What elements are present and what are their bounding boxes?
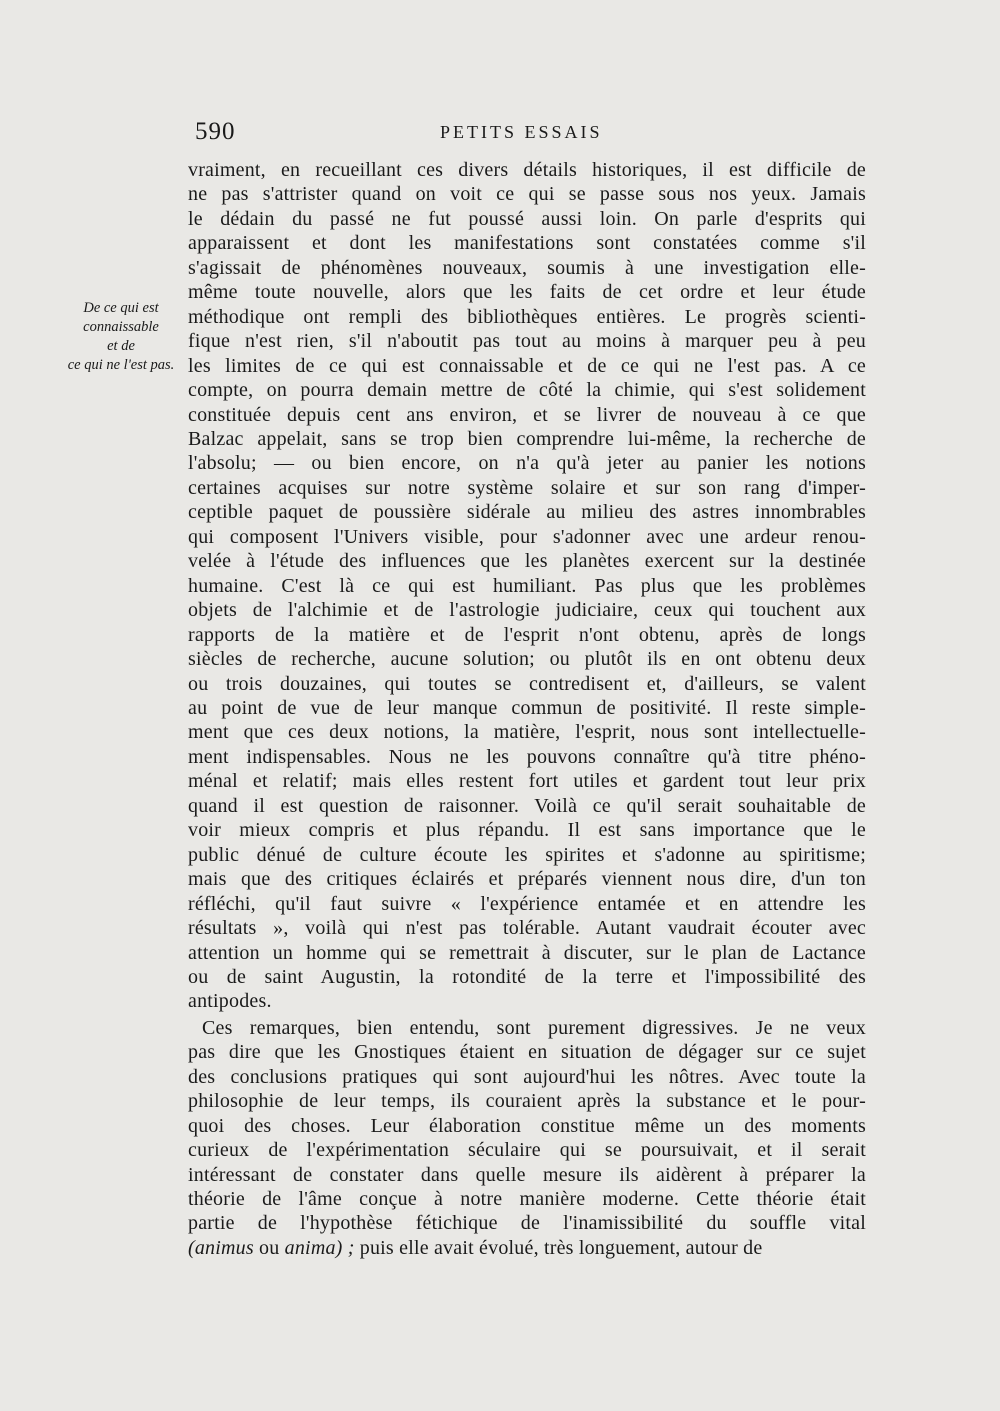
margin-note xyxy=(56,299,186,375)
text-line: ne pas s'attrister quand on voit ce qui se passe sous nos yeux. Jamais xyxy=(188,183,866,206)
text-line: ment indispensables. Nous ne les pouvons connaître qu'à titre phéno- xyxy=(188,745,866,768)
text-line: qui composent l'Univers visible, pour s'adonner avec une ardeur renou- xyxy=(188,525,866,548)
text-line: le dédain du passé ne fut poussé aussi loin. On parle d'esprits qui xyxy=(188,207,866,230)
text-line: quand il est question de raisonner. Voilà ce qu'il serait souhaitable de xyxy=(188,794,866,817)
text-line: au point de vue de leur manque commun de positivité. Il reste simple- xyxy=(188,696,866,719)
margin-note-line: connaissable xyxy=(83,319,159,335)
text-line: des conclusions pratiques qui sont aujourd'hui les nôtres. Avec toute la xyxy=(188,1065,866,1088)
text-line: constituée depuis cent ans environ, et se livrer de nouveau à ce que xyxy=(188,403,866,426)
text-line: mais que des critiques éclairés et préparés viennent nous dire, d'un ton xyxy=(188,868,866,891)
text-line: Ces remarques, bien entendu, sont purement digressives. Je ne veux xyxy=(202,1016,866,1039)
text-line: antipodes. xyxy=(188,990,272,1013)
italic-term: (animus xyxy=(188,1236,254,1259)
text-line: ménal et relatif; mais elles restent fort utiles et gardent tout leur prix xyxy=(188,770,866,793)
text-fragment: ou xyxy=(253,1236,285,1259)
page-number: 590 xyxy=(195,118,236,145)
text-line: humaine. C'est là ce qui est humiliant. Pas plus que les problèmes xyxy=(188,574,866,597)
text-fragment: puis elle avait évolué, très longuement, autour de xyxy=(354,1236,763,1259)
text-line: même toute nouvelle, alors que les faits de cet ordre et leur étude xyxy=(188,281,866,304)
text-line: théorie de l'âme conçue à notre manière moderne. Cette théorie était xyxy=(188,1188,866,1211)
italic-term: anima) ; xyxy=(284,1236,355,1259)
text-line: public dénué de culture écoute les spirites et s'adonne au spiritisme; xyxy=(188,843,866,866)
text-line: ceptible paquet de poussière sidérale au milieu des astres innombrables xyxy=(188,501,866,524)
text-line: rapports de la matière et de l'esprit n'ont obtenu, après de longs xyxy=(188,623,866,646)
text-line: philosophie de leur temps, ils couraient après la substance et le pour- xyxy=(188,1090,866,1113)
text-line: pas dire que les Gnostiques étaient en situation de dégager sur ce sujet xyxy=(188,1041,866,1064)
text-line: ment que ces deux notions, la matière, l'esprit, nous sont intellectuelle- xyxy=(188,721,866,744)
text-line: compte, on pourra demain mettre de côté la chimie, qui s'est solidement xyxy=(188,379,866,402)
text-line: ou trois douzaines, qui toutes se contredisent et, d'ailleurs, se valent xyxy=(188,672,866,695)
text-line: fique n'est rien, s'il n'aboutit pas tout au moins à marquer peu à peu xyxy=(188,330,866,353)
text-line: résultats », voilà qui n'est pas tolérable. Autant vaudrait écouter avec xyxy=(188,917,866,940)
text-line: intéressant de constater dans quelle mesure ils aidèrent à préparer la xyxy=(188,1163,866,1186)
text-line: apparaissent et dont les manifestations sont constatées comme s'il xyxy=(188,232,866,255)
text-line: l'absolu; — ou bien encore, on n'a qu'à jeter au panier les notions xyxy=(188,452,866,475)
margin-note-line: et de xyxy=(107,338,135,354)
text-line: partie de l'hypothèse fétichique de l'inamissibilité du souffle vital xyxy=(188,1212,866,1235)
text-line: s'agissait de phénomènes nouveaux, soumis à une investigation elle- xyxy=(188,256,866,279)
margin-note-line: ce qui ne l'est pas. xyxy=(67,357,175,373)
text-line: quoi des choses. Leur élaboration constitue même un des moments xyxy=(188,1114,866,1137)
body-text xyxy=(188,158,866,1260)
running-title: PETITS ESSAIS xyxy=(440,122,603,142)
text-line: attention un homme qui se remettrait à discuter, sur le plan de Lactance xyxy=(188,941,866,964)
running-head xyxy=(195,118,865,148)
text-line: réfléchi, qu'il faut suivre « l'expérience entamée et en attendre les xyxy=(188,892,866,915)
text-line: voir mieux compris et plus répandu. Il est sans importance que le xyxy=(188,819,866,842)
margin-note-line: De ce qui est xyxy=(83,300,159,316)
text-line: méthodique ont rempli des bibliothèques entières. Le progrès scienti- xyxy=(188,305,866,328)
text-line: les limites de ce qui est connaissable et de ce qui ne l'est pas. A ce xyxy=(188,354,866,377)
text-line: velée à l'étude des influences que les planètes exercent sur la destinée xyxy=(188,550,866,573)
text-line: siècles de recherche, aucune solution; ou plutôt ils en ont obtenu deux xyxy=(188,648,866,671)
text-line: curieux de l'expérimentation séculaire qui se poursuivait, et il serait xyxy=(188,1139,866,1162)
paragraph-2 xyxy=(188,1016,866,1236)
text-line: vraiment, en recueillant ces divers détails historiques, il est difficile de xyxy=(188,159,866,181)
text-line: certaines acquises sur notre système solaire et sur son rang d'imper- xyxy=(188,476,866,499)
text-line xyxy=(188,1236,866,1260)
text-line: Balzac appelait, sans se trop bien comprendre lui-même, la recherche de xyxy=(188,427,866,450)
text-line: objets de l'alchimie et de l'astrologie judiciaire, ceux qui touchent aux xyxy=(188,599,866,622)
text-line: ou de saint Augustin, la rotondité de la terre et l'impossibilité des xyxy=(188,965,866,988)
paragraph-1 xyxy=(188,158,866,1014)
